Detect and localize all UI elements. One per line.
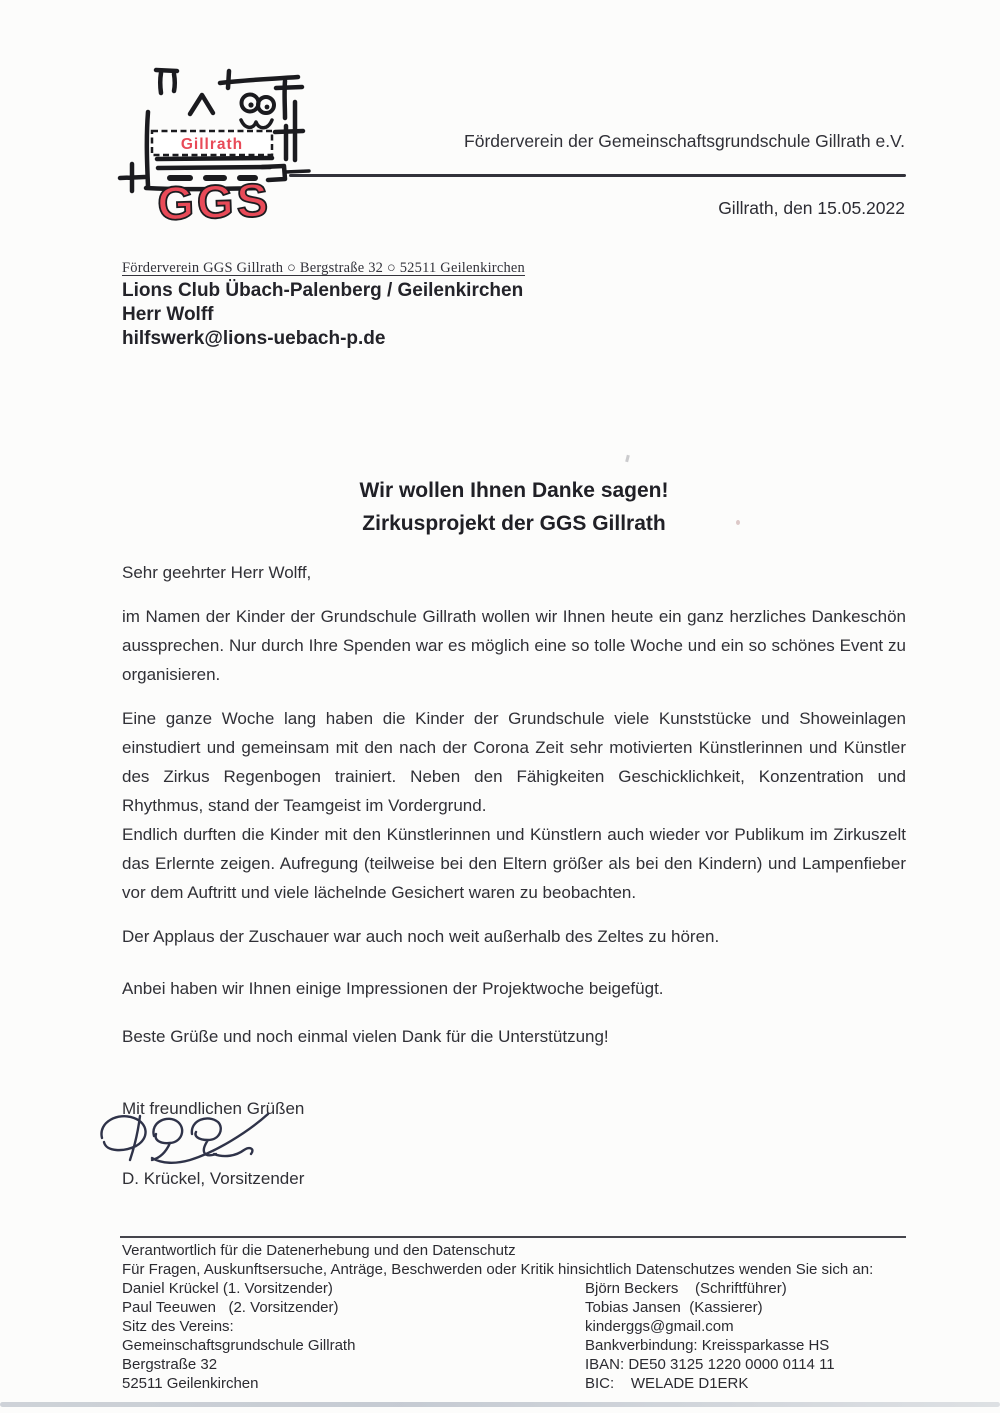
- salutation: Sehr geehrter Herr Wolff,: [122, 563, 312, 582]
- footer-heading-2: Für Fragen, Auskunftsersuche, Anträge, Beschwerden oder Kritik hinsichtlich Datenschutzes wenden Sie sich an:: [122, 1261, 874, 1278]
- letter-title-line1: Wir wollen Ihnen Danke sagen!: [359, 479, 669, 502]
- date-line: Gillrath, den 15.05.2022: [718, 198, 905, 218]
- scan-artifact: [736, 520, 740, 525]
- paragraph-5: Anbei haben wir Ihnen einige Impressionen der Projektwoche beigefügt.: [122, 979, 664, 998]
- recipient-org: Lions Club Übach-Palenberg / Geilenkirchen: [122, 280, 524, 301]
- paragraph-1: im Namen der Kinder der Grundschule Gillrath wollen wir Ihnen heute ein ganz herzliches Dankeschön aussprechen. Nur durch Ihre Spenden war es möglich eine so tolle Woche und ein so schönes Event zu organisieren.: [122, 607, 906, 684]
- footer-left-row: Bergstraße 32: [122, 1356, 218, 1373]
- footer-right-row: Bankverbindung: Kreissparkasse HS: [585, 1337, 830, 1354]
- signature-scribble: [96, 1108, 276, 1170]
- footer-right-row: kinderggs@gmail.com: [585, 1318, 734, 1335]
- footer-right-row: Tobias Jansen (Kassierer): [585, 1299, 763, 1316]
- recipient-person: Herr Wolff: [122, 304, 214, 325]
- train-dome: [190, 95, 213, 114]
- letter-title-line2: Zirkusprojekt der GGS Gillrath: [362, 512, 666, 535]
- train-coupler: [120, 164, 145, 191]
- footer-block: [122, 1241, 922, 1393]
- footer-left-row: Sitz des Vereins:: [122, 1318, 234, 1335]
- closing-line: Mit freundlichen Grüßen: [122, 1099, 305, 1118]
- recipient-block: [122, 279, 523, 351]
- footer-left-row: 52511 Geilenkirchen: [122, 1375, 259, 1392]
- footer-right-row: Björn Beckers (Schriftführer): [585, 1280, 787, 1297]
- signer-name: D. Krückel, Vorsitzender: [122, 1169, 305, 1188]
- logo-ggs-label: GGS: [156, 172, 272, 230]
- paragraph-3: Endlich durften die Kinder mit den Künstlerinnen und Künstlern auch wieder vor Publikum im Zirkuszelt das Erlernte zeigen. Aufregung (teilweise bei den Eltern größer als bei den Kindern) und Lampenfieber vor dem Auftritt und viele lächelnde Gesichert waren zu beobachten.: [122, 825, 906, 902]
- logo-town-label: Gillrath: [180, 136, 244, 153]
- footer-right-row: BIC: WELADE D1ERK: [585, 1375, 749, 1392]
- paragraph-4: Der Applaus der Zuschauer war auch noch weit außerhalb des Zeltes zu hören.: [122, 927, 720, 946]
- train-face-smile: [241, 120, 272, 128]
- scan-artifact: [625, 455, 630, 463]
- header-rule: [289, 174, 906, 177]
- footer-left-row: Gemeinschaftsgrundschule Gillrath: [122, 1337, 356, 1354]
- ggs-train-logo: [112, 58, 312, 230]
- footer-left-row: Paul Teeuwen (2. Vorsitzender): [122, 1299, 339, 1316]
- footer-right-column: [585, 1279, 922, 1393]
- paragraph-6: Beste Grüße und noch einmal vielen Dank für die Unterstützung!: [122, 1027, 609, 1046]
- header-org-name: Förderverein der Gemeinschaftsgrundschule Gillrath e.V.: [464, 131, 905, 151]
- footer-right-row: IBAN: DE50 3125 1220 0000 0114 11: [585, 1356, 835, 1373]
- letter-title: [122, 474, 906, 540]
- footer-rule: [120, 1236, 906, 1238]
- recipient-email: hilfswerk@lions-uebach-p.de: [122, 328, 386, 349]
- scan-edge-artifact: [0, 1402, 1000, 1407]
- return-address-line: Förderverein GGS Gillrath ○ Bergstraße 32 ○ 52511 Geilenkirchen: [122, 260, 525, 276]
- footer-heading-1: Verantwortlich für die Datenerhebung und den Datenschutz: [122, 1242, 516, 1259]
- footer-left-column: [122, 1279, 585, 1393]
- paragraph-2: Eine ganze Woche lang haben die Kinder der Grundschule viele Kunststücke und Showeinlagen einstudiert und gemeinsam mit den nach der Corona Zeit sehr motivierten Künstlerinnen und Künstler des Zirkus Regenbogen trainiert. Neben den Fähigkeiten Geschicklichkeit, Konzentration und Rhythmus, stand der Teamgeist im Vordergrund.: [122, 709, 906, 815]
- train-funnel: [160, 73, 161, 93]
- footer-left-row: Daniel Krückel (1. Vorsitzender): [122, 1280, 333, 1297]
